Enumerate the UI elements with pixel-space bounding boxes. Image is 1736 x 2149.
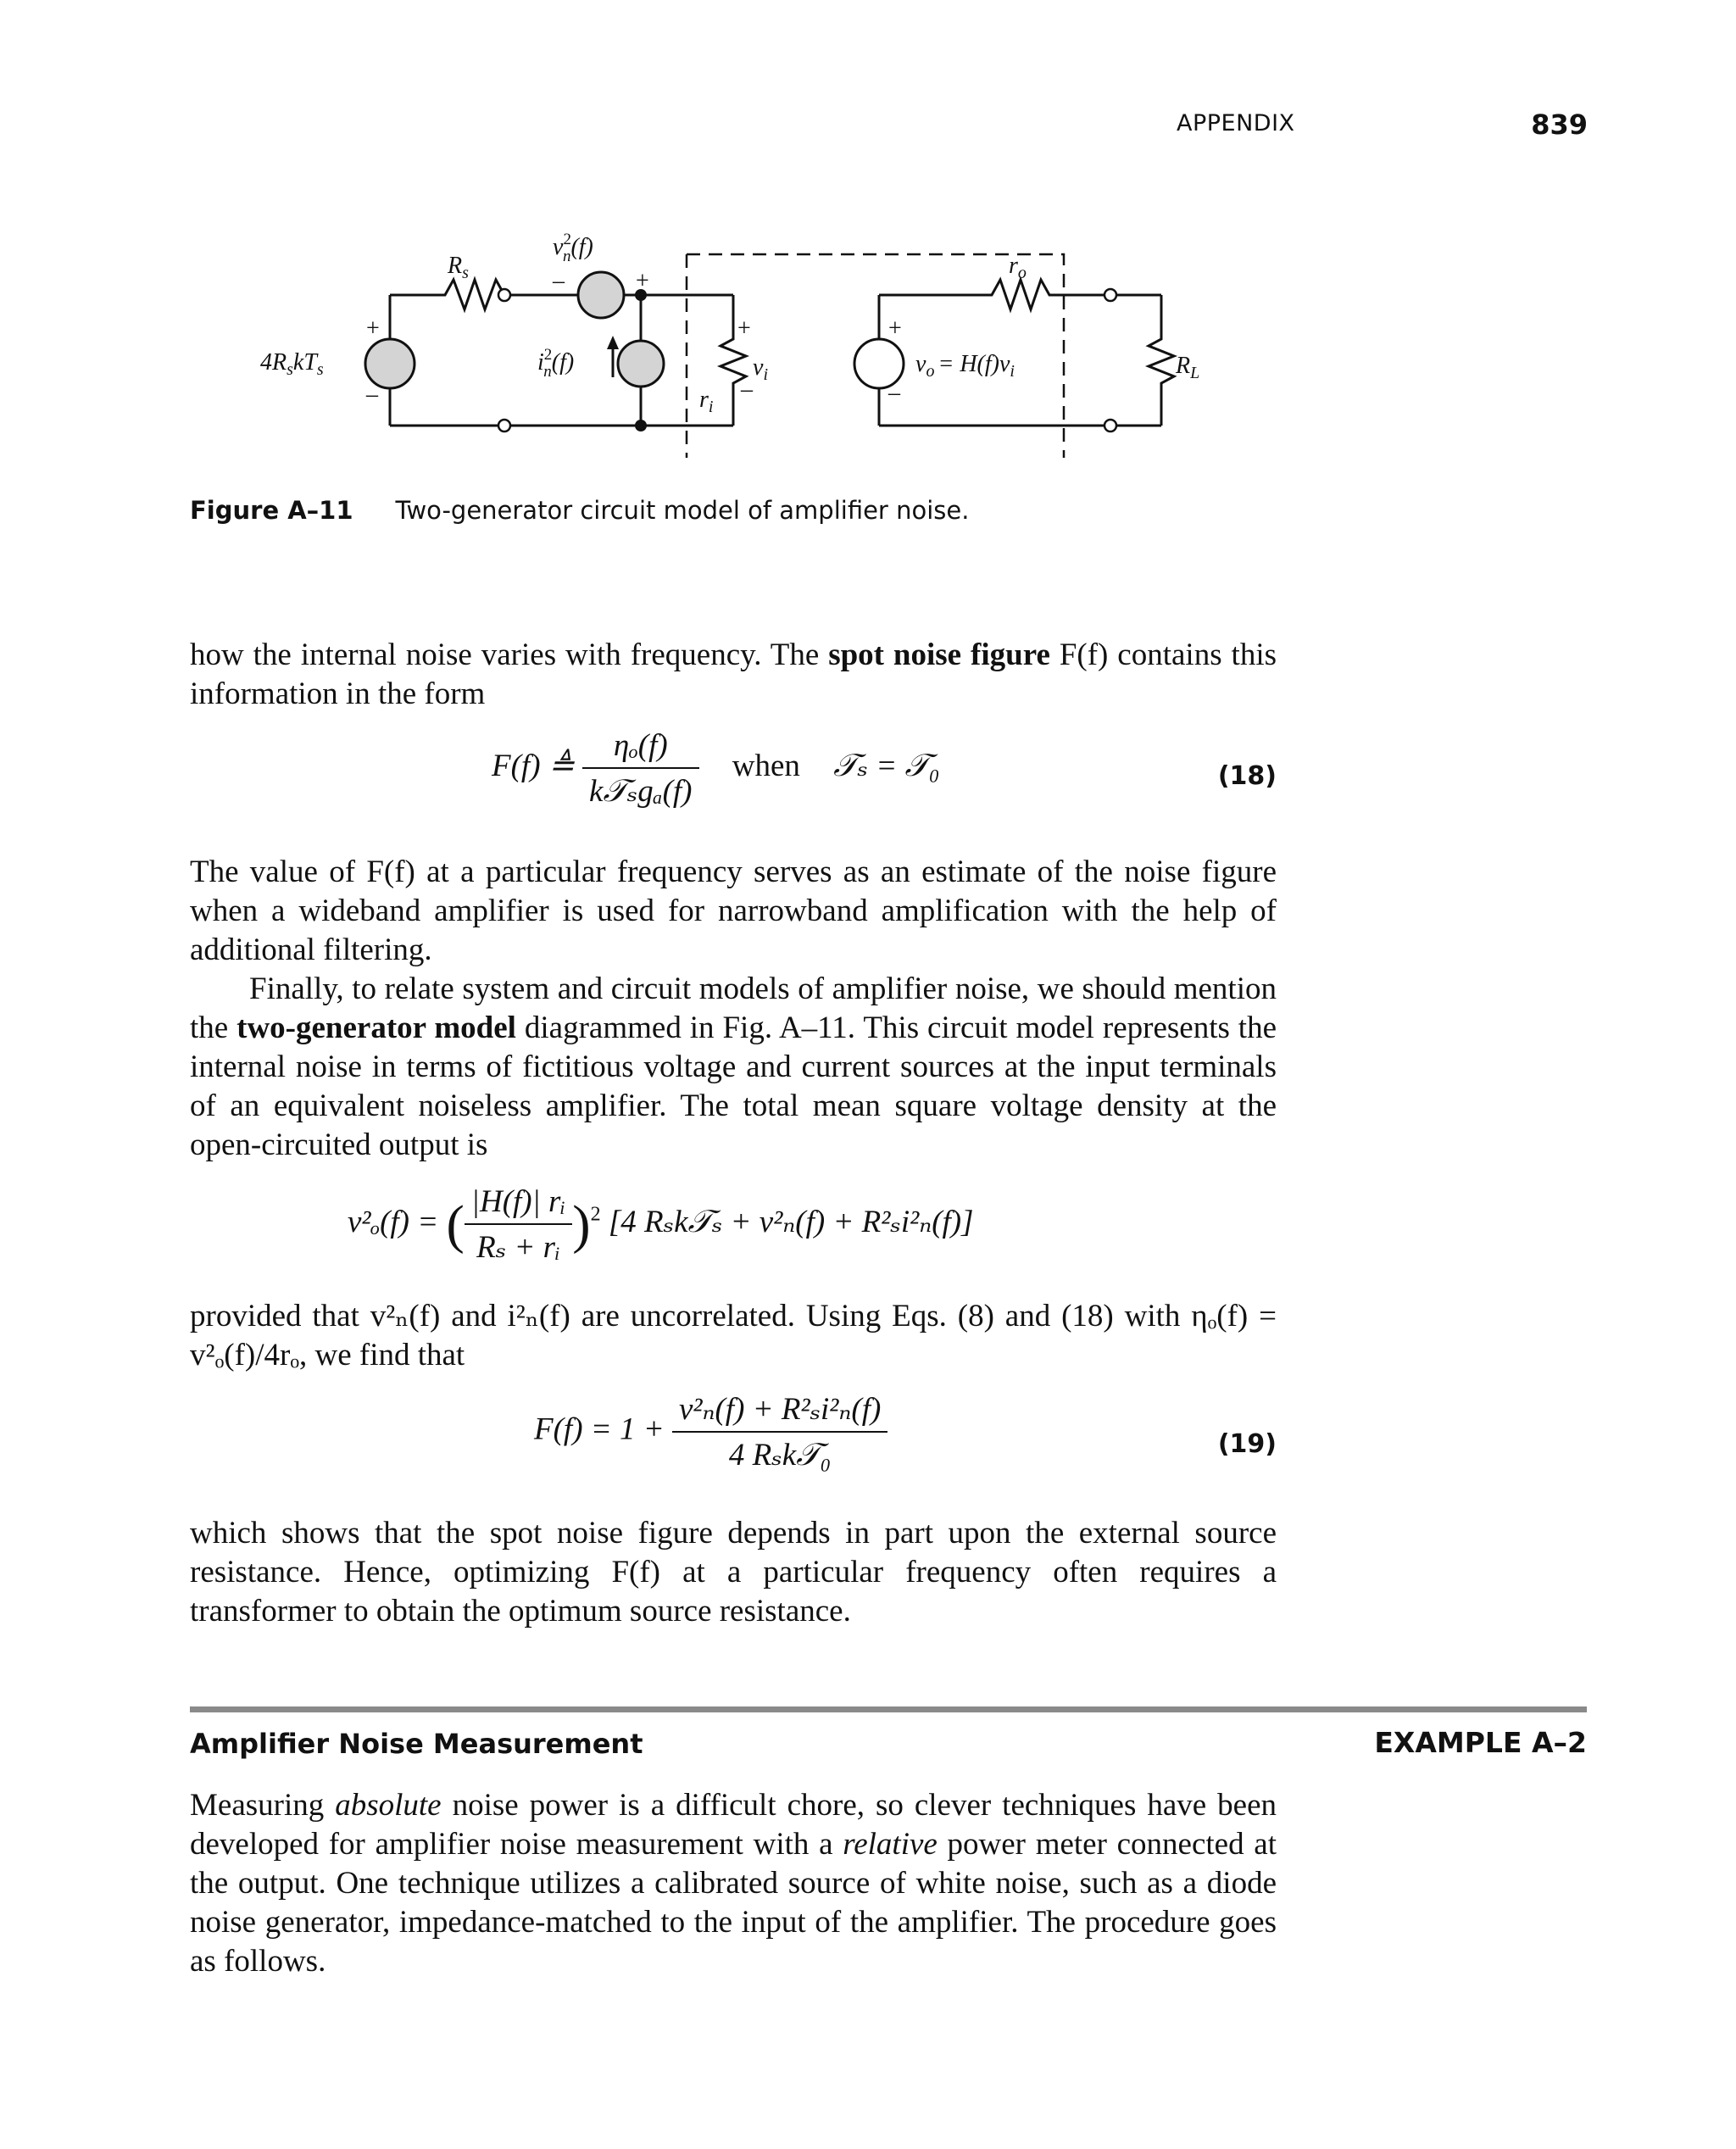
paragraph-1: how the internal noise varies with frequency. The spot noise figure F(f) contains this information in the form [190, 637, 1277, 711]
vn-minus: – [553, 268, 565, 294]
source-label: $4R_skT_s$ [260, 349, 324, 379]
spot-noise-figure-term: spot noise figure [828, 637, 1050, 672]
running-head: APPENDIX [1177, 110, 1295, 136]
vi-plus: + [737, 315, 751, 342]
vo-equation-label: $v_o = H(f)v_i$ [915, 351, 1015, 381]
equation-19-fraction: $\frac{\text{v²ₙ(f) + R²ₛi²ₙ(f)}}{\text{4 Rₛk𝒯₀}}$ [672, 1390, 887, 1473]
equation-18: F(f) ≜ $\frac{\text{ηₒ(f)}}{\text{k𝒯ₛgₐ(f)}}$ when 𝒯ₛ = 𝒯₀ [492, 728, 940, 809]
example-divider [190, 1706, 1587, 1712]
figure-caption [190, 496, 969, 525]
two-generator-circuit-diagram [237, 229, 1221, 470]
example-title: Amplifier Noise Measurement [190, 1728, 643, 1760]
two-generator-model-term: two-generator model [236, 1010, 516, 1045]
vi-minus: – [741, 376, 753, 403]
input-terminal-top [498, 289, 510, 301]
source-minus: – [366, 381, 378, 408]
ro-resistor [879, 280, 1161, 309]
output-terminal-top [1104, 289, 1116, 301]
ri-label: $r_i$ [699, 387, 714, 416]
circuit-figure [237, 229, 1221, 470]
vi-label: $v_i$ [753, 354, 768, 384]
node-bottom [635, 420, 647, 431]
vo-minus: – [888, 380, 900, 406]
equation-19: F(f) = 1 + $\frac{\text{v²ₙ(f) + R²ₛi²ₙ(f)}}{\text{4 Rₛk𝒯₀}}$ [534, 1390, 887, 1473]
equation-18-number: (18) [1217, 761, 1277, 791]
example-label: EXAMPLE A–2 [1374, 1726, 1587, 1759]
rl-resistor [1149, 295, 1174, 426]
rs-label: $R_s$ [448, 253, 469, 282]
rl-label: $R_L$ [1176, 353, 1200, 382]
figure-caption-text: Two-generator circuit model of amplifier noise. [395, 496, 970, 525]
equation-output-noise-fraction: $\frac{\text{|H(f)| rᵢ}}{\text{Rₛ + rᵢ}}$ [465, 1183, 573, 1266]
paragraph-3: Finally, to relate system and circuit models of amplifier noise, we should mention the two-generator model diagrammed in Fig. A–11. This circuit model represents the internal noise in terms of fictitious voltage and current sources at the input terminals of an equivalent noiseless amplifier. The total mean square voltage density at the open-circuited output is [190, 972, 1277, 1162]
vn-label: $v^2$ n(f) [553, 231, 593, 265]
in-label: $i^2$ n(f) [537, 346, 575, 381]
paragraph-2: The value of F(f) at a particular frequency serves as an estimate of the noise figure when a wideband amplifier is used for narrowband amplification with the help of additional filtering. [190, 855, 1277, 967]
vo-plus: + [888, 315, 902, 342]
ro-label: $r_o$ [1009, 253, 1027, 282]
equation-19-number: (19) [1217, 1429, 1277, 1459]
source-plus: + [366, 315, 380, 342]
example-paragraph: Measuring absolute noise power is a difficult chore, so clever techniques have been developed for amplifier noise measurement with a relative power meter connected at the output. One technique utilizes a calibrated source of white noise, such as a diode noise generator, impedance-matched to the input of the amplifier. The procedure goes as follows. [190, 1788, 1277, 1979]
vn-plus: + [636, 268, 649, 294]
current-arrow-icon [607, 336, 619, 349]
figure-label: Figure A–11 [190, 496, 353, 525]
input-terminal-bottom [498, 420, 510, 431]
equation-18-fraction: $\frac{\text{ηₒ(f)}}{\text{k𝒯ₛgₐ(f)}}$ [582, 727, 698, 810]
noise-current-source [618, 341, 664, 387]
input-loop-wire [390, 280, 504, 309]
output-terminal-bottom [1104, 420, 1116, 431]
paragraph-5: which shows that the spot noise figure depends in part upon the external source resistance. Hence, optimizing F(f) at a particular frequency often requires a transformer to obtain the optimum source resistance. [190, 1516, 1277, 1628]
paragraph-4: provided that v²ₙ(f) and i²ₙ(f) are uncorrelated. Using Eqs. (8) and (18) with ηₒ(f) = v²ₒ(f)/4rₒ, we find that [190, 1299, 1277, 1372]
page-number: 839 [1531, 109, 1588, 141]
noise-voltage-source [578, 272, 624, 318]
equation-output-noise: v²ₒ(f) = ( $\frac{\text{|H(f)| rᵢ}}{\text{Rₛ + rᵢ}}$ )$^2$ [4 Rₛk𝒯ₛ + v²ₙ(f) + R²ₛi²ₙ(f)] [348, 1184, 974, 1265]
